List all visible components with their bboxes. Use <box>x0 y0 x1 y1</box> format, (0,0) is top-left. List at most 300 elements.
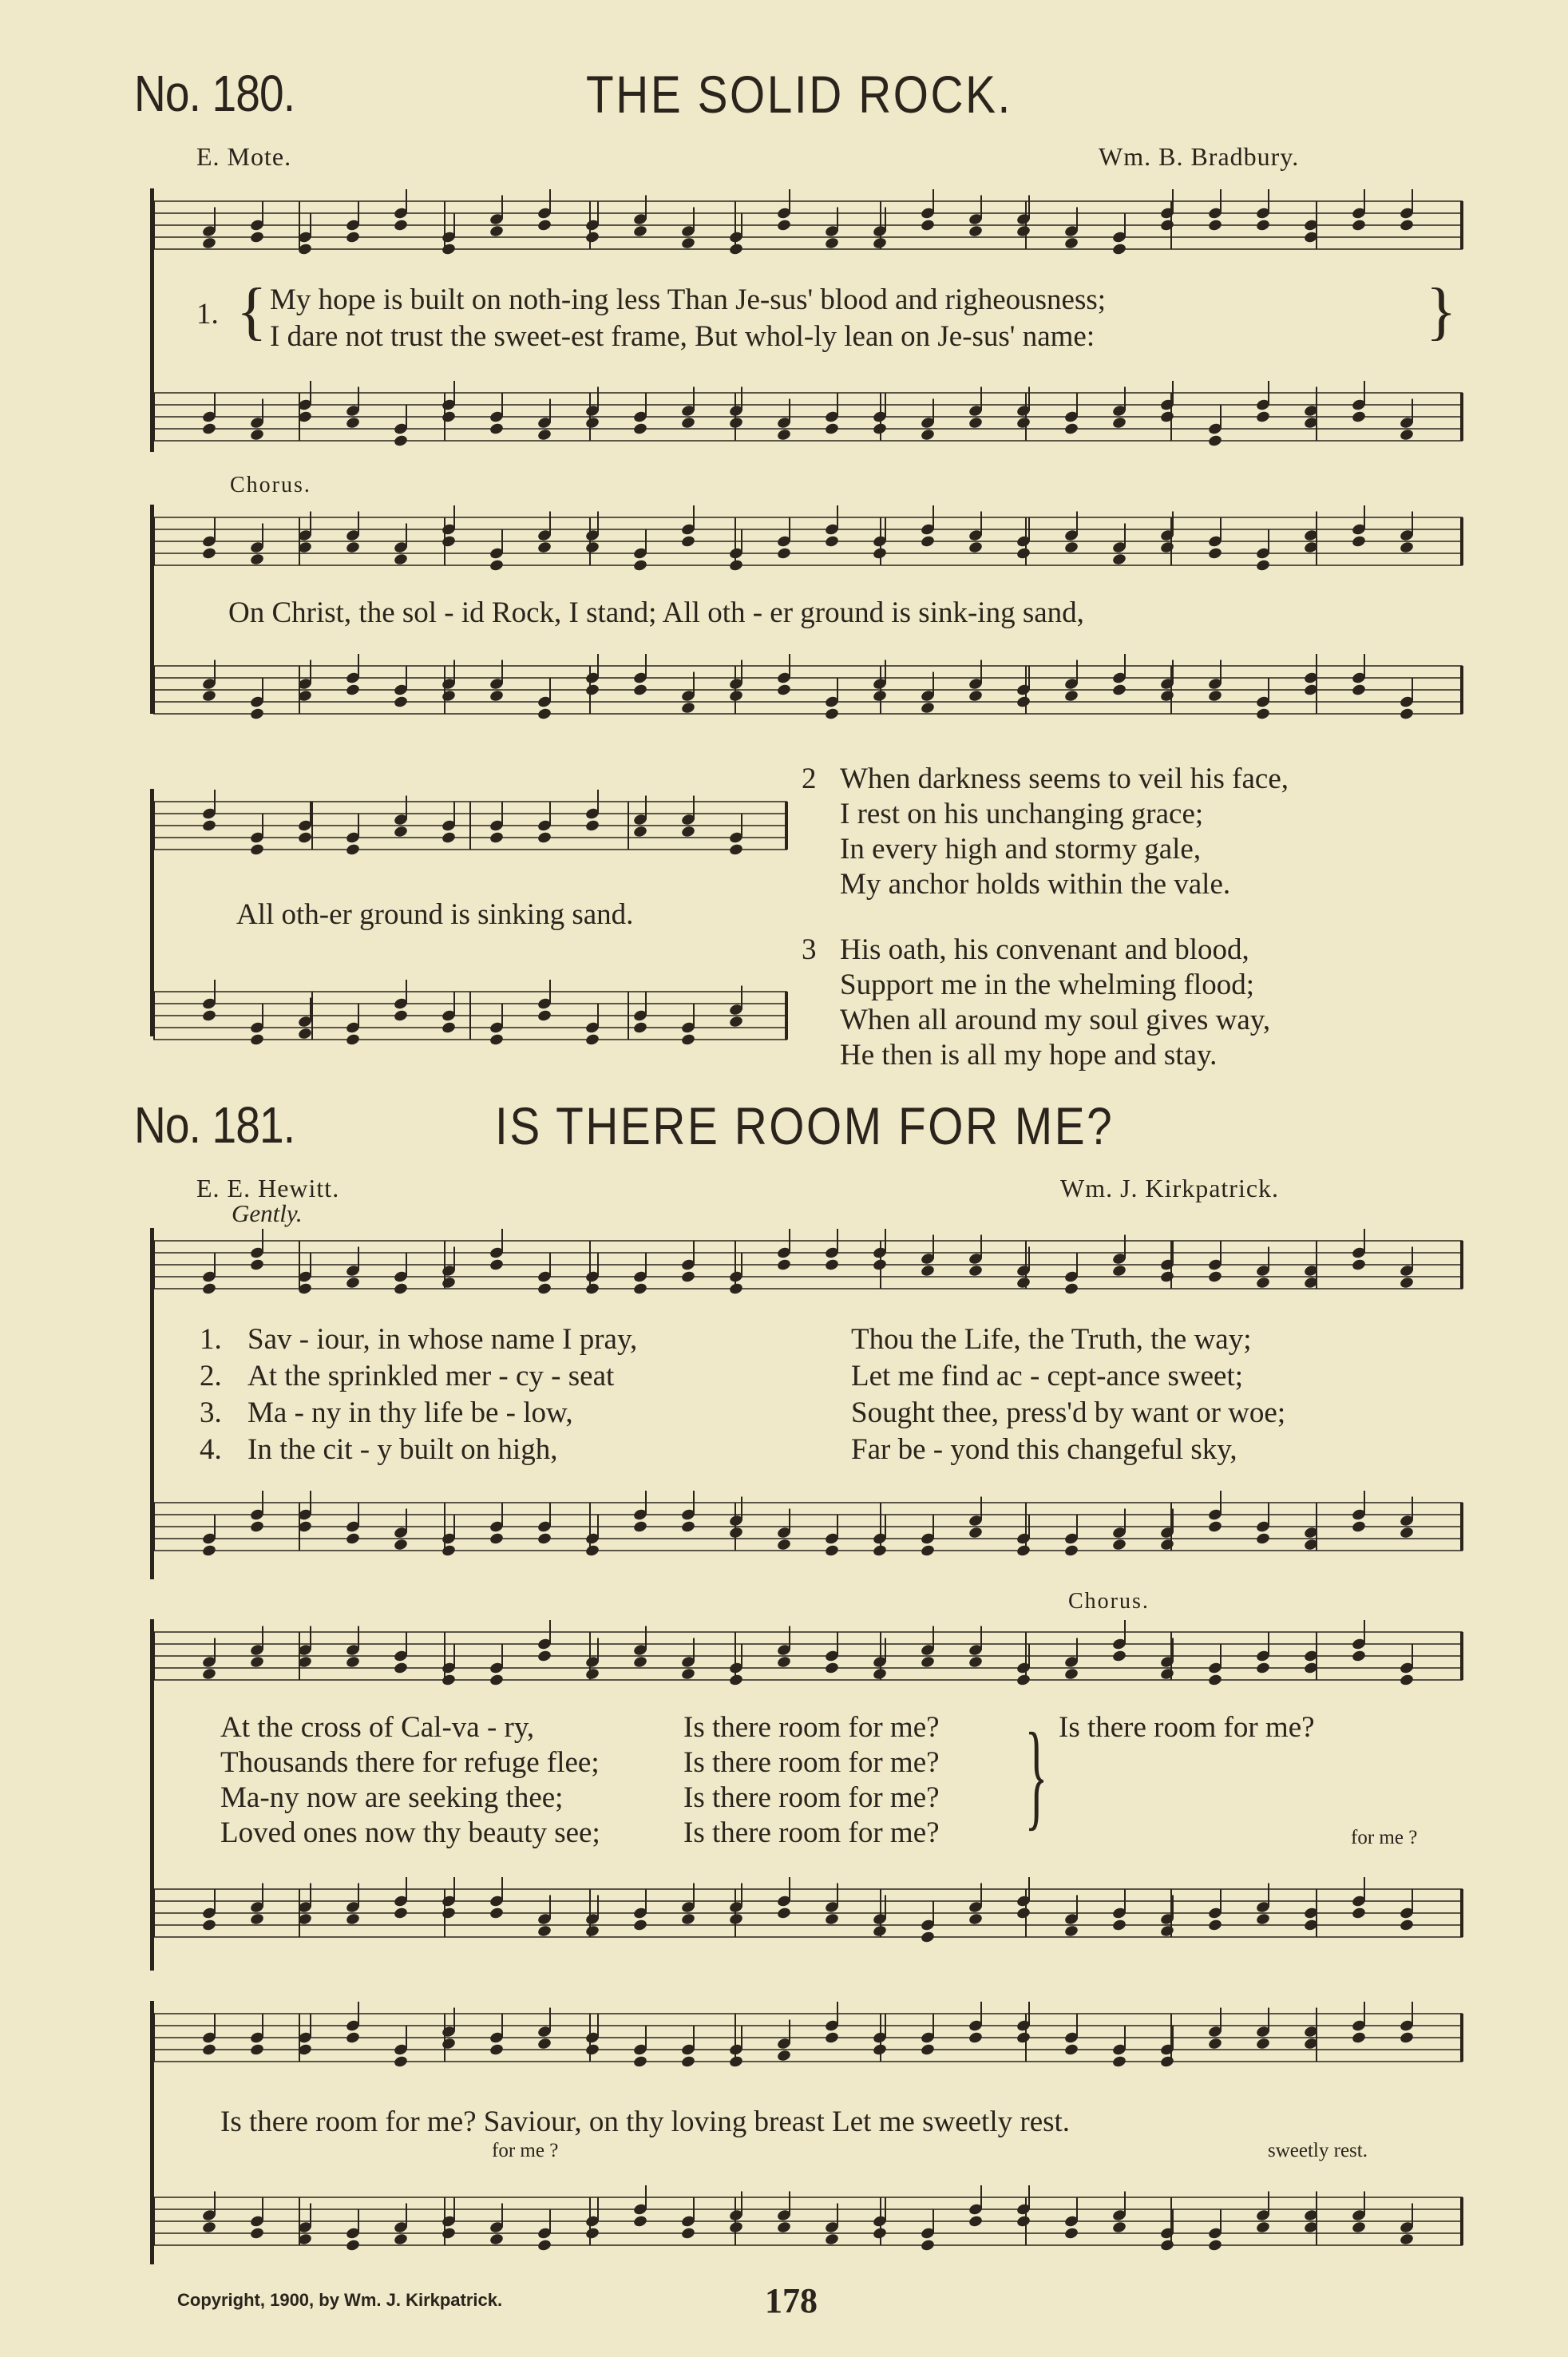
note-head <box>632 683 647 697</box>
small-lyric: for me ? <box>492 2140 559 2161</box>
note-head <box>584 1282 600 1296</box>
small-lyric: for me ? <box>1351 1827 1418 1848</box>
note-head <box>345 2031 360 2045</box>
note-head <box>249 2227 264 2240</box>
note-head <box>441 1544 456 1558</box>
note-head <box>249 1258 264 1272</box>
note-head <box>1111 553 1127 566</box>
note-head <box>1111 416 1127 430</box>
note-head <box>632 224 647 238</box>
note-head <box>968 1526 983 1539</box>
note-head <box>1399 1526 1414 1539</box>
note-head <box>297 1027 312 1040</box>
note-head <box>1207 1270 1222 1284</box>
note-head <box>584 231 600 244</box>
tempo-marking: Gently. <box>232 1199 303 1227</box>
note-head <box>920 219 935 232</box>
note-head <box>1351 1650 1366 1663</box>
note-head <box>776 683 791 697</box>
note-head <box>920 701 935 715</box>
note-head <box>1207 2037 1222 2050</box>
note-head <box>584 1667 600 1681</box>
note-head <box>537 1924 552 1938</box>
note-head <box>872 422 887 436</box>
note-head <box>345 683 360 697</box>
bass-staff <box>153 386 1463 450</box>
lyric-line: Sav - iour, in whose name I pray, <box>247 1323 638 1356</box>
note-head <box>1111 1650 1127 1663</box>
note-head <box>441 1907 456 1920</box>
note-head <box>393 1907 408 1920</box>
note-head <box>680 1033 695 1047</box>
note-head <box>1111 1264 1127 1278</box>
note-head <box>1207 689 1222 703</box>
treble-staff <box>153 1234 1463 1298</box>
note-head <box>345 1532 360 1546</box>
note-head <box>584 1033 600 1047</box>
note-head <box>489 689 504 703</box>
note-head <box>489 422 504 436</box>
note-head <box>1351 1258 1366 1272</box>
note-head <box>1399 707 1414 721</box>
note-head <box>1399 2232 1414 2246</box>
note-head <box>489 224 504 238</box>
note-head <box>393 2055 408 2069</box>
verse-text-line: When darkness seems to veil his face, <box>840 763 1289 795</box>
note-head <box>1063 1544 1079 1558</box>
note-head <box>249 428 264 442</box>
note-head <box>632 2215 647 2228</box>
verse-text-line: Support me in the whelming flood; <box>840 969 1254 1001</box>
note-head <box>1159 1270 1174 1284</box>
note-head <box>584 2227 600 2240</box>
note-head <box>680 2227 695 2240</box>
note-head <box>537 541 552 554</box>
note-head <box>968 1655 983 1669</box>
note-head <box>728 2055 743 2069</box>
lyric-line: Is there room for me? <box>683 1711 940 1744</box>
note-head <box>1063 689 1079 703</box>
note-head <box>489 831 504 845</box>
note-head <box>1255 1912 1270 1926</box>
note-head <box>920 535 935 549</box>
verse-text-line: He then is all my hope and stay. <box>840 1039 1218 1072</box>
note-head <box>393 1662 408 1675</box>
note-head <box>584 683 600 697</box>
note-head <box>489 1258 504 1272</box>
note-head <box>1351 219 1366 232</box>
note-head <box>1399 1919 1414 1932</box>
lyric-line: Far be - yond this changeful sky, <box>851 1433 1237 1466</box>
note-head <box>393 825 408 838</box>
note-head <box>1063 1667 1079 1681</box>
note-head <box>1159 219 1174 232</box>
note-head <box>201 1667 216 1681</box>
note-head <box>201 819 216 833</box>
lyric-line: At the cross of Cal-va - ry, <box>220 1711 535 1744</box>
copyright-notice: Copyright, 1900, by Wm. J. Kirkpatrick. <box>177 2290 503 2310</box>
note-head <box>728 243 743 256</box>
note-head <box>824 2232 839 2246</box>
note-head <box>1063 422 1079 436</box>
note-head <box>680 701 695 715</box>
note-head <box>728 1674 743 1687</box>
note-head <box>632 559 647 572</box>
note-head <box>632 1021 647 1035</box>
note-head <box>1111 2220 1127 2234</box>
note-head <box>441 689 456 703</box>
note-head <box>201 1544 216 1558</box>
note-head <box>824 236 839 250</box>
note-head <box>1111 2055 1127 2069</box>
verse-text-line: His oath, his convenant and blood, <box>840 933 1249 966</box>
note-head <box>824 707 839 721</box>
note-head <box>632 825 647 838</box>
note-head <box>393 219 408 232</box>
note-head <box>489 1907 504 1920</box>
note-head <box>489 2043 504 2057</box>
note-head <box>1063 1282 1079 1296</box>
note-head <box>1063 1924 1079 1938</box>
note-head <box>920 1544 935 1558</box>
note-head <box>537 219 552 232</box>
note-head <box>441 243 456 256</box>
treble-staff <box>153 795 787 859</box>
note-head <box>776 1907 791 1920</box>
lyric-line: Is there room for me? <box>683 1746 940 1779</box>
note-head <box>297 831 312 845</box>
note-head <box>584 2043 600 2057</box>
note-head <box>345 1033 360 1047</box>
note-head <box>584 541 600 554</box>
note-head <box>632 1919 647 1932</box>
note-head <box>728 843 743 857</box>
note-head <box>776 1655 791 1669</box>
note-head <box>728 2220 743 2234</box>
verse-number: 2 <box>802 763 817 795</box>
note-head <box>1399 219 1414 232</box>
note-head <box>441 2037 456 2050</box>
note-head <box>537 1650 552 1663</box>
note-head <box>249 1912 264 1926</box>
verse-text-line: In every high and stormy gale, <box>840 833 1202 866</box>
brace-left: { <box>236 276 267 347</box>
note-head <box>489 1033 504 1047</box>
note-head <box>201 2220 216 2234</box>
note-head <box>1159 689 1174 703</box>
note-head <box>968 1912 983 1926</box>
note-head <box>968 224 983 238</box>
note-head <box>632 2055 647 2069</box>
note-head <box>920 1264 935 1278</box>
note-head <box>776 219 791 232</box>
note-head <box>1207 1520 1222 1534</box>
verse-number: 3. <box>200 1396 222 1429</box>
note-head <box>201 422 216 436</box>
lyric-line: Thousands there for refuge flee; <box>220 1746 600 1779</box>
note-head <box>632 1520 647 1534</box>
bass-staff <box>153 1496 1463 1560</box>
note-head <box>345 843 360 857</box>
note-head <box>537 831 552 845</box>
note-head <box>680 2055 695 2069</box>
verse-number: 1. <box>200 1323 222 1356</box>
verse-text-line: I rest on his unchanging grace; <box>840 798 1204 830</box>
composer-credit: Wm. B. Bradbury. <box>1099 142 1300 171</box>
note-head <box>824 1662 839 1675</box>
note-head <box>728 1912 743 1926</box>
treble-staff <box>153 2007 1463 2071</box>
verse-text-line: When all around my soul gives way, <box>840 1004 1271 1036</box>
note-head <box>1016 695 1031 709</box>
note-head <box>393 434 408 448</box>
note-head <box>201 547 216 561</box>
note-head <box>489 1674 504 1687</box>
note-head <box>1255 707 1270 721</box>
note-head <box>1207 547 1222 561</box>
note-head <box>441 410 456 424</box>
note-head <box>249 553 264 566</box>
note-head <box>1159 541 1174 554</box>
brace-right: } <box>1426 276 1457 347</box>
note-head <box>393 695 408 709</box>
note-head <box>872 1544 887 1558</box>
note-head <box>920 1655 935 1669</box>
note-head <box>1351 2220 1366 2234</box>
note-head <box>824 535 839 549</box>
note-head <box>537 707 552 721</box>
lyric-line: On Christ, the sol - id Rock, I stand; All oth - er ground is sink-ing sand, <box>228 596 1084 629</box>
chorus-label: Chorus. <box>230 473 311 497</box>
lyric-line: My hope is built on noth-ing less Than Je-sus' blood and righeousness; <box>270 283 1107 316</box>
note-head <box>872 1924 887 1938</box>
note-head <box>1159 1667 1174 1681</box>
note-head <box>1063 2227 1079 2240</box>
note-head <box>1207 2239 1222 2252</box>
note-head <box>680 1912 695 1926</box>
note-head <box>776 2049 791 2062</box>
verse-number: 1. <box>196 298 219 331</box>
note-head <box>968 416 983 430</box>
note-head <box>537 2239 552 2252</box>
note-head <box>537 428 552 442</box>
note-head <box>393 1282 408 1296</box>
note-head <box>441 535 456 549</box>
note-head <box>1399 1276 1414 1289</box>
bass-staff <box>153 2191 1463 2255</box>
lyric-line: Ma - ny in thy life be - low, <box>247 1396 573 1429</box>
treble-staff <box>153 511 1463 575</box>
note-head <box>1255 559 1270 572</box>
note-head <box>1159 1924 1174 1938</box>
lyric-line: Sought thee, press'd by want or woe; <box>851 1396 1286 1429</box>
note-head <box>249 1033 264 1047</box>
treble-staff <box>153 1626 1463 1690</box>
note-head <box>201 1282 216 1296</box>
note-head <box>680 236 695 250</box>
note-head <box>680 1520 695 1534</box>
note-head <box>1016 2031 1031 2045</box>
lyric-line: At the sprinkled mer - cy - seat <box>247 1360 615 1392</box>
note-head <box>584 1924 600 1938</box>
note-head <box>776 547 791 561</box>
note-head <box>872 1667 887 1681</box>
note-head <box>345 1655 360 1669</box>
note-head <box>1016 1674 1031 1687</box>
note-head <box>393 553 408 566</box>
note-head <box>1016 547 1031 561</box>
note-head <box>537 1532 552 1546</box>
note-head <box>728 1282 743 1296</box>
note-head <box>872 2043 887 2057</box>
note-head <box>345 541 360 554</box>
note-head <box>872 547 887 561</box>
note-head <box>1159 1538 1174 1551</box>
note-head <box>1063 541 1079 554</box>
note-head <box>249 231 264 244</box>
note-head <box>441 1021 456 1035</box>
note-head <box>201 236 216 250</box>
lyric-line: All oth-er ground is sinking sand. <box>236 898 634 931</box>
verse-number: 3 <box>802 933 817 966</box>
lyric-line: Is there room for me? <box>683 1781 940 1814</box>
note-head <box>393 1538 408 1551</box>
note-head <box>824 1258 839 1272</box>
note-head <box>345 2239 360 2252</box>
note-head <box>776 2220 791 2234</box>
note-head <box>201 1919 216 1932</box>
note-head <box>441 2227 456 2240</box>
note-head <box>968 2215 983 2228</box>
note-head <box>968 689 983 703</box>
note-head <box>728 1526 743 1539</box>
note-head <box>1255 1276 1270 1289</box>
bass-staff <box>153 985 787 1049</box>
note-head <box>1351 410 1366 424</box>
note-head <box>393 2232 408 2246</box>
lyric-line: Thou the Life, the Truth, the way; <box>851 1323 1252 1356</box>
note-head <box>537 1009 552 1023</box>
note-head <box>584 1544 600 1558</box>
note-head <box>680 1667 695 1681</box>
note-head <box>920 2043 935 2057</box>
note-head <box>728 1015 743 1028</box>
page-number: 178 <box>765 2281 818 2320</box>
note-head <box>824 422 839 436</box>
note-head <box>1351 683 1366 697</box>
note-head <box>1255 1532 1270 1546</box>
note-head <box>968 2031 983 2045</box>
note-head <box>345 231 360 244</box>
note-head <box>584 819 600 833</box>
note-head <box>1111 1538 1127 1551</box>
note-head <box>489 2232 504 2246</box>
hymn-title: IS THERE ROOM FOR ME? <box>495 1096 1115 1155</box>
note-head <box>1399 1674 1414 1687</box>
note-head <box>249 843 264 857</box>
note-head <box>537 1282 552 1296</box>
note-head <box>249 2043 264 2057</box>
note-head <box>1255 410 1270 424</box>
note-head <box>489 1532 504 1546</box>
note-head <box>920 1931 935 1944</box>
note-head <box>632 422 647 436</box>
note-head <box>489 559 504 572</box>
note-head <box>728 416 743 430</box>
lyric-line: I dare not trust the sweet-est frame, But whol-ly lean on Je-sus' name: <box>270 320 1095 353</box>
note-head <box>1207 1919 1222 1932</box>
note-head <box>680 825 695 838</box>
note-head <box>824 1912 839 1926</box>
lyric-line: In the cit - y built on high, <box>247 1433 558 1466</box>
note-head <box>393 1009 408 1023</box>
note-head <box>584 416 600 430</box>
chorus-label: Chorus. <box>1068 1589 1150 1614</box>
note-head <box>249 707 264 721</box>
note-head <box>1016 1544 1031 1558</box>
note-head <box>441 1276 456 1289</box>
bass-staff <box>153 660 1463 723</box>
note-head <box>537 2037 552 2050</box>
note-head <box>824 2031 839 2045</box>
note-head <box>728 559 743 572</box>
note-head <box>345 1276 360 1289</box>
note-head <box>680 416 695 430</box>
note-head <box>1399 2031 1414 2045</box>
note-head <box>1016 416 1031 430</box>
note-head <box>920 428 935 442</box>
note-head <box>249 1520 264 1534</box>
note-head <box>441 1674 456 1687</box>
note-head <box>1159 2055 1174 2069</box>
note-head <box>345 1912 360 1926</box>
note-head <box>824 1544 839 1558</box>
note-head <box>872 2227 887 2240</box>
note-head <box>872 1258 887 1272</box>
note-head <box>776 1258 791 1272</box>
note-head <box>1399 541 1414 554</box>
note-head <box>1016 1907 1031 1920</box>
lyric-line: Is there room for me? <box>1059 1711 1315 1744</box>
note-head <box>441 831 456 845</box>
note-head <box>680 1270 695 1284</box>
note-head <box>1255 219 1270 232</box>
verse-number: 4. <box>200 1433 222 1466</box>
note-head <box>632 1655 647 1669</box>
treble-staff <box>153 195 1463 259</box>
note-head <box>632 1282 647 1296</box>
note-head <box>872 236 887 250</box>
note-head <box>345 416 360 430</box>
note-head <box>920 2239 935 2252</box>
note-head <box>1063 2043 1079 2057</box>
note-head <box>1159 2239 1174 2252</box>
verse-number: 2. <box>200 1360 222 1392</box>
lyricist-credit: E. Mote. <box>196 142 292 171</box>
note-head <box>1207 219 1222 232</box>
lyric-line: Is there room for me? Saviour, on thy loving breast Let me sweetly rest. <box>220 2105 1071 2138</box>
note-head <box>1111 683 1127 697</box>
note-head <box>680 535 695 549</box>
note-head <box>968 541 983 554</box>
note-head <box>1255 2220 1270 2234</box>
note-head <box>201 2043 216 2057</box>
note-head <box>1351 1907 1366 1920</box>
composer-credit: Wm. J. Kirkpatrick. <box>1060 1174 1280 1202</box>
note-head <box>968 1264 983 1278</box>
note-head <box>201 1009 216 1023</box>
hymn-title: THE SOLID ROCK. <box>586 65 1012 124</box>
